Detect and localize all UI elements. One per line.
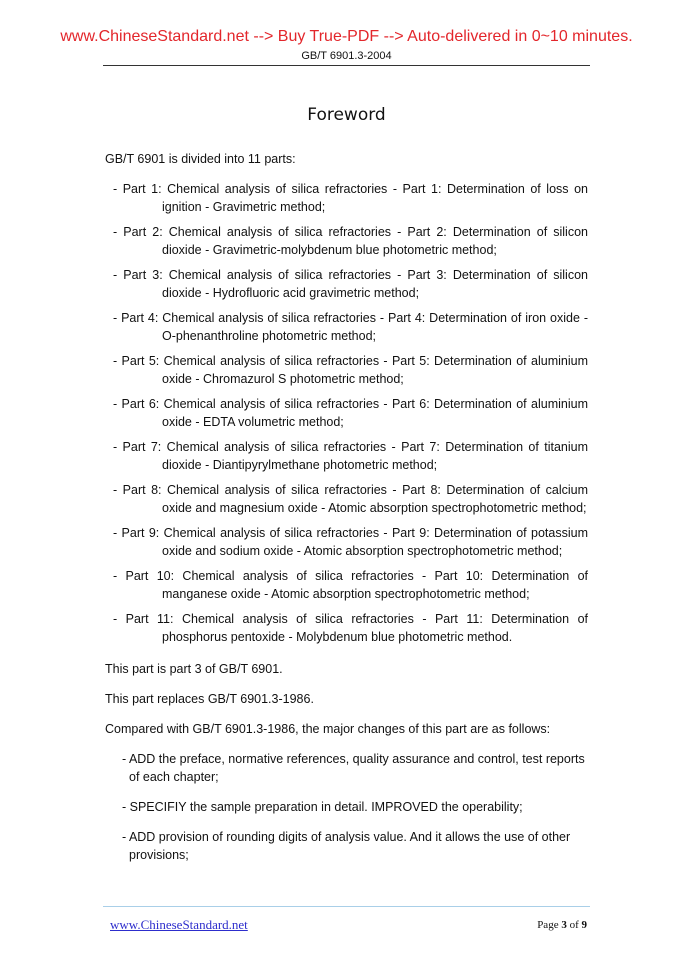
part-item: - Part 9: Chemical analysis of silica refractories - Part 9: Determination of potassium oxide and sodium oxide - Atomic absorption spectrophotometric method; bbox=[113, 526, 588, 558]
intro-paragraph: GB/T 6901 is divided into 11 parts: bbox=[105, 152, 296, 166]
of-label: of bbox=[569, 919, 579, 931]
part-item: - Part 3: Chemical analysis of silica refractories - Part 3: Determination of silicon dioxide - Hydrofluoric acid gravimetric method; bbox=[113, 268, 588, 300]
current-page: 3 bbox=[561, 919, 567, 931]
part-item: - Part 1: Chemical analysis of silica refractories - Part 1: Determination of loss on ignition - Gravimetric method; bbox=[113, 182, 588, 214]
document-body bbox=[105, 150, 588, 876]
change-item: - SPECIFIY the sample preparation in detail. IMPROVED the operability; bbox=[122, 800, 523, 814]
standard-code-header: GB/T 6901.3-2004 bbox=[301, 50, 392, 62]
part-item: - Part 11: Chemical analysis of silica refractories - Part 11: Determination of phosphorus pentoxide - Molybdenum blue photometric method. bbox=[113, 612, 588, 644]
part-item: - Part 10: Chemical analysis of silica refractories - Part 10: Determination of manganese oxide - Atomic absorption spectrophotometric method; bbox=[113, 569, 588, 601]
changes-list bbox=[105, 750, 588, 864]
page-title: Foreword bbox=[307, 105, 386, 125]
change-item: - ADD the preface, normative references, quality assurance and control, test reports of each chapter; bbox=[122, 752, 585, 784]
page-number bbox=[537, 919, 587, 931]
change-item: - ADD provision of rounding digits of analysis value. And it allows the use of other provisions; bbox=[122, 830, 571, 862]
paragraph: This part replaces GB/T 6901.3-1986. bbox=[105, 692, 314, 706]
promo-banner[interactable]: www.ChineseStandard.net --> Buy True-PDF --> Auto-delivered in 0~10 minutes. bbox=[60, 28, 633, 45]
part-item: - Part 5: Chemical analysis of silica refractories - Part 5: Determination of aluminium oxide - Chromazurol S photometric method; bbox=[113, 354, 588, 386]
part-item: - Part 7: Chemical analysis of silica refractories - Part 7: Determination of titanium dioxide - Diantipyrylmethane photometric method; bbox=[113, 440, 588, 472]
footer-divider bbox=[103, 906, 590, 907]
total-pages: 9 bbox=[581, 919, 587, 931]
paragraph: This part is part 3 of GB/T 6901. bbox=[105, 662, 283, 676]
footer-link[interactable]: www.ChineseStandard.net bbox=[110, 917, 248, 932]
paragraph: Compared with GB/T 6901.3-1986, the major changes of this part are as follows: bbox=[105, 722, 551, 736]
part-item: - Part 4: Chemical analysis of silica refractories - Part 4: Determination of iron oxide - O-phenanthroline photometric method; bbox=[113, 311, 588, 343]
part-item: - Part 6: Chemical analysis of silica refractories - Part 6: Determination of aluminium oxide - EDTA volumetric method; bbox=[113, 397, 588, 429]
header-divider bbox=[103, 65, 590, 66]
part-item: - Part 2: Chemical analysis of silica refractories - Part 2: Determination of silicon dioxide - Gravimetric-molybdenum blue photometric method; bbox=[113, 225, 588, 257]
part-item: - Part 8: Chemical analysis of silica refractories - Part 8: Determination of calcium oxide and magnesium oxide - Atomic absorption spectrophotometric method; bbox=[113, 483, 588, 515]
parts-list bbox=[105, 180, 588, 646]
page-label: Page bbox=[537, 919, 559, 931]
